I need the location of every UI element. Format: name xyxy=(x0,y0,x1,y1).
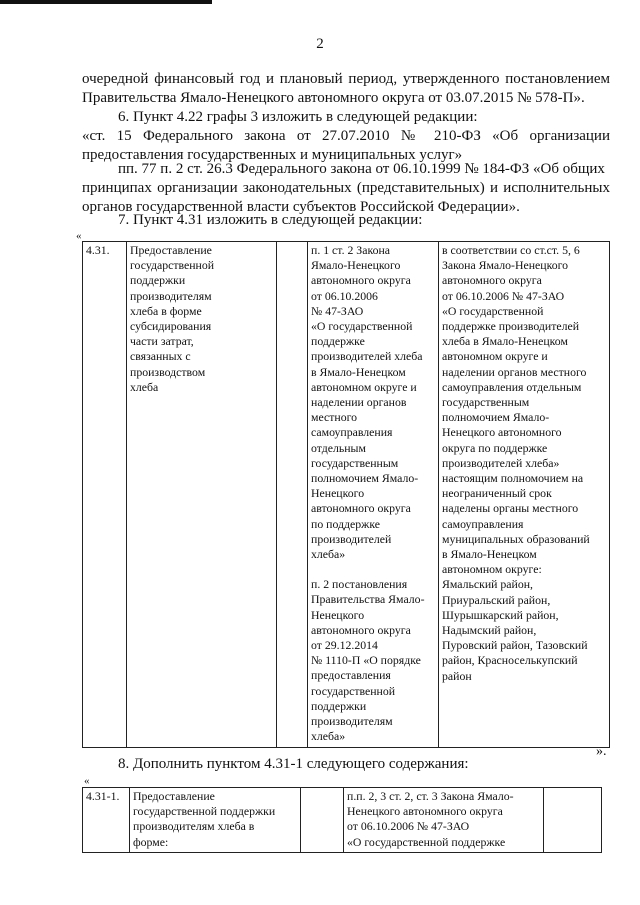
cell-line: Предоставление xyxy=(133,789,215,803)
cell-line: от 06.10.2006 № 47-ЗАО xyxy=(442,288,565,303)
cell-line: Пуровский район, Тазовский xyxy=(442,638,588,653)
paragraph-continuation xyxy=(82,70,610,108)
cell-empty xyxy=(301,788,344,853)
cell-line: производством xyxy=(130,364,206,379)
cell-line: предоставления xyxy=(311,668,391,683)
cell-line: «О государственной xyxy=(442,303,544,318)
cell-line: Предоставление xyxy=(130,243,212,257)
table-row xyxy=(83,242,610,748)
page-number: 2 xyxy=(316,36,324,52)
cell-line: форме: xyxy=(133,834,169,849)
cell-implementation-note xyxy=(439,242,610,748)
cell-line: район, Красноселькупский xyxy=(442,653,578,668)
item-4-31-1-table xyxy=(82,787,602,853)
cell-line: производителям xyxy=(311,714,393,729)
item-6-heading xyxy=(82,108,610,127)
cell-line: в Ямало-Ненецком xyxy=(311,364,406,379)
cell-number: 4.31-1. xyxy=(83,788,130,853)
cell-line: № 1110-П «О порядке xyxy=(311,653,421,668)
table-row xyxy=(83,788,602,853)
cell-line: Закона Ямало-Ненецкого xyxy=(442,258,569,273)
cell-line: части затрат, xyxy=(130,334,194,349)
line-gap xyxy=(311,562,435,577)
cell-line: местного xyxy=(311,410,358,425)
item-7-heading xyxy=(82,211,610,230)
close-quote-mark: ». xyxy=(596,744,607,759)
cell-line: отдельным xyxy=(311,440,366,455)
cell-line: автономного округа xyxy=(311,501,411,516)
cell-line: округа по поддержке xyxy=(442,440,548,455)
cell-line: производителей xyxy=(311,531,392,546)
cell-line: Ненецкого xyxy=(311,486,365,501)
cell-number: 4.31. xyxy=(83,242,127,748)
cell-line: настоящим полномочием на xyxy=(442,471,584,486)
cell-line: «О государственной xyxy=(311,319,413,334)
header-rule xyxy=(0,0,212,4)
cell-line: от 29.12.2014 xyxy=(311,638,378,653)
cell-line: государственной xyxy=(311,683,396,698)
cell-line: от 06.10.2006 xyxy=(311,288,378,303)
cell-line: связанных с xyxy=(130,349,191,364)
text-line: органов государственной власти субъектов Российской Федерации». xyxy=(82,199,520,215)
cell-line: Шурышкарский район, xyxy=(442,607,559,622)
cell-line: производителям xyxy=(130,288,212,303)
cell-line: поддержки xyxy=(130,273,186,288)
cell-line: поддержке производителей xyxy=(442,319,580,334)
cell-line: хлеба» xyxy=(311,729,346,744)
text-line: принципах организации законодательных (представительных) и исполнительных xyxy=(82,180,610,196)
cell-line: самоуправления отдельным xyxy=(442,379,582,394)
cell-line: наделены органы местного xyxy=(442,501,579,516)
cell-line: поддержке xyxy=(311,334,365,349)
cell-line: полномочием Ямало- xyxy=(311,471,419,486)
cell-line: субсидирования xyxy=(130,319,212,334)
cell-empty xyxy=(544,788,602,853)
cell-line: № 47-ЗАО xyxy=(311,303,364,318)
text-line: пп. 77 п. 2 ст. 26.3 Федерального закона от 06.10.1999 № 184-ФЗ «Об общих xyxy=(118,161,605,177)
cell-line: Ненецкого автономного xyxy=(442,425,562,440)
cell-line: Ненецкого автономного округа xyxy=(347,804,503,819)
cell-line: наделении органов местного xyxy=(442,364,587,379)
cell-line: государственной xyxy=(130,258,215,273)
text-line: «ст. 15 Федерального закона от 27.07.2010 № 210-ФЗ «Об организации xyxy=(82,128,610,144)
text-line: предоставления государственных и муниципальных услуг» xyxy=(82,147,463,163)
text-line: 7. Пункт 4.31 изложить в следующей редакции: xyxy=(118,212,423,228)
cell-line: муниципальных образований xyxy=(442,531,590,546)
cell-empty xyxy=(277,242,308,748)
cell-measure-description xyxy=(127,242,277,748)
cell-line: неограниченный срок xyxy=(442,486,552,501)
cell-line: государственным xyxy=(442,395,530,410)
cell-line: автономного округа xyxy=(311,273,411,288)
cell-line: поддержки xyxy=(311,698,367,713)
cell-line: автономном округе: xyxy=(442,562,542,577)
cell-line: автономного округа xyxy=(442,273,542,288)
cell-line: хлеба xyxy=(130,379,159,394)
cell-line: в соответствии со ст.ст. 5, 6 xyxy=(442,243,580,257)
cell-line: автономного округа xyxy=(311,622,411,637)
cell-line: в Ямало-Ненецком xyxy=(442,547,537,562)
text-line: Правительства Ямало-Ненецкого автономного округа от 03.07.2015 № 578-П». xyxy=(82,90,585,106)
cell-line: п. 1 ст. 2 Закона xyxy=(311,243,391,257)
cell-line: «О государственной поддержке xyxy=(347,834,506,849)
cell-line: от 06.10.2006 № 47-ЗАО xyxy=(347,819,470,834)
cell-line: Ямало-Ненецкого xyxy=(311,258,401,273)
open-quote-mark-2: « xyxy=(84,775,90,787)
cell-line: п. 2 постановления xyxy=(311,577,408,592)
item-6-reference xyxy=(82,160,610,217)
cell-line: хлеба» xyxy=(311,547,346,562)
cell-legal-basis xyxy=(308,242,439,748)
text-line: очередной финансовый год и плановый период, утвержденного постановлением xyxy=(82,71,610,87)
text-line: 6. Пункт 4.22 графы 3 изложить в следующей редакции: xyxy=(118,109,478,125)
cell-line: район xyxy=(442,668,472,683)
cell-line: государственным xyxy=(311,455,399,470)
cell-line: производителям хлеба в xyxy=(133,819,255,834)
cell-measure-description xyxy=(130,788,301,853)
cell-line: производителей хлеба xyxy=(311,349,423,364)
cell-line: Ненецкого xyxy=(311,607,365,622)
cell-line: хлеба в форме xyxy=(130,303,202,318)
cell-line: полномочием Ямало- xyxy=(442,410,550,425)
open-quote-mark: « xyxy=(76,230,82,242)
cell-line: самоуправления xyxy=(442,516,524,531)
cell-line: Ямальский район, xyxy=(442,577,534,592)
cell-line: по поддержке xyxy=(311,516,380,531)
cell-line: хлеба в Ямало-Ненецком xyxy=(442,334,568,349)
item-8-heading xyxy=(82,755,610,774)
cell-line: производителей хлеба» xyxy=(442,455,560,470)
cell-legal-basis xyxy=(344,788,544,853)
cell-line: автономном округе и xyxy=(442,349,548,364)
item-4-31-table xyxy=(82,241,610,748)
cell-line: самоуправления xyxy=(311,425,393,440)
cell-line: Правительства Ямало- xyxy=(311,592,425,607)
cell-line: Надымский район, xyxy=(442,623,537,638)
cell-line: автономном округе и xyxy=(311,379,417,394)
cell-line: наделении органов xyxy=(311,395,407,410)
cell-line: Приуральский район, xyxy=(442,592,551,607)
cell-line: п.п. 2, 3 ст. 2, ст. 3 Закона Ямало- xyxy=(347,789,514,803)
cell-line: государственной поддержки xyxy=(133,804,276,819)
text-line: 8. Дополнить пунктом 4.31-1 следующего содержания: xyxy=(118,756,469,772)
